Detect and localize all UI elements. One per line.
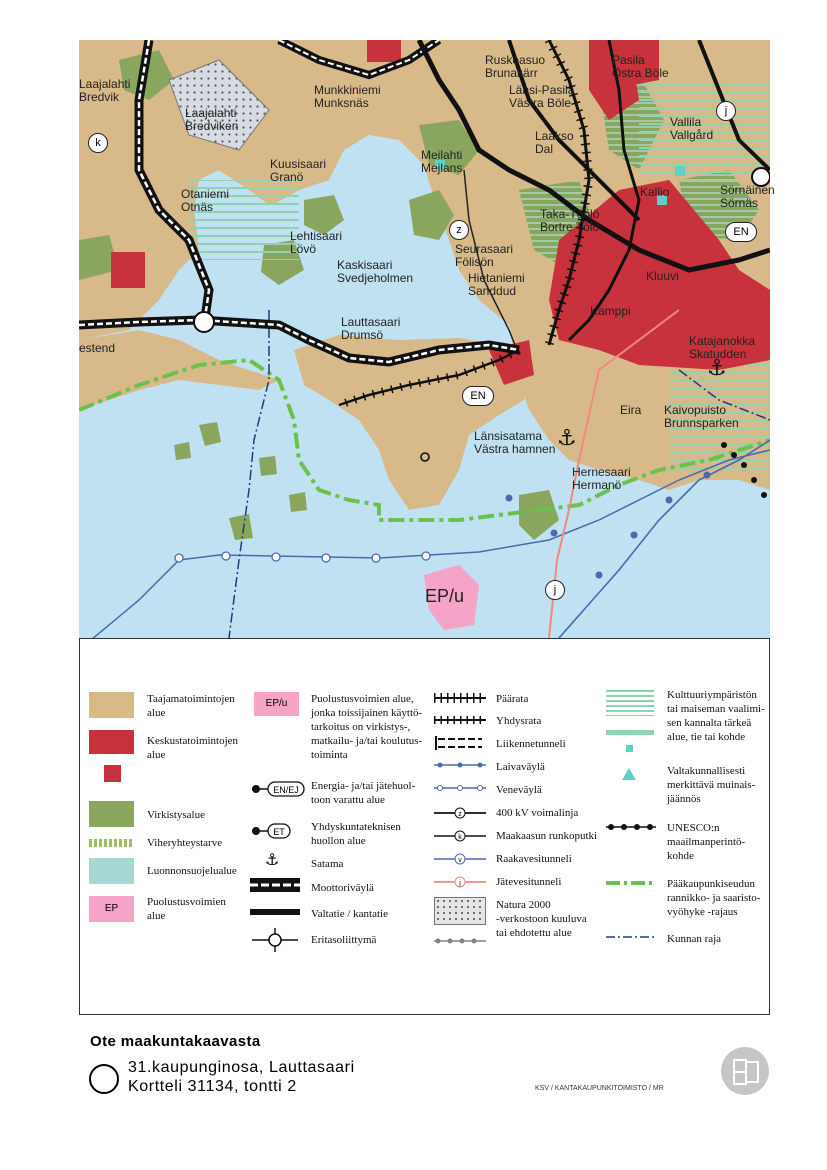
- svg-text:ET: ET: [273, 827, 285, 837]
- legend-swatch-main-railway: [434, 692, 486, 704]
- legend-swatch-nature: [89, 858, 134, 884]
- place-label-kaivopuisto: Kaivopuisto Brunnsparken: [664, 403, 739, 430]
- place-label-otaniemi: Otaniemi Otnäs: [181, 187, 230, 214]
- legend-anchor-icon: ⚓: [265, 850, 280, 869]
- legend-text-highway: Valtatie / kantatie: [311, 908, 388, 920]
- legend-text-raw-water: Raakavesitunneli: [496, 853, 572, 865]
- place-label-vallila: Vallila Vallgård: [670, 115, 714, 142]
- place-label-toolo: Taka-Töölö Bortre Tölö: [540, 207, 600, 234]
- place-label-pasila: Pasila Östra Böle: [612, 53, 669, 80]
- legend-text-nature: Luonnonsuojelualue: [147, 865, 237, 877]
- interchange: [194, 312, 214, 332]
- legend-text-ship-route: Laivaväylä: [496, 761, 545, 773]
- legend-text-energy: Energia- ja/tai jätehuol- toon varattu alue: [311, 780, 416, 806]
- place-label-lansipasila: Länsi-Pasila Västra Böle: [509, 83, 575, 110]
- legend-text-urban: Taajamatoimintojen alue: [147, 693, 235, 719]
- legend-swatch-green-link: [89, 839, 134, 847]
- location-circle-icon: [89, 1064, 119, 1094]
- place-label-kamppi: Kamppi: [590, 304, 631, 318]
- gas-pipe-marker: k: [88, 133, 108, 153]
- heritage-point: [675, 166, 685, 176]
- legend-text-unesco: UNESCO:n maailmanperintö- kohde: [667, 822, 746, 862]
- wastewater-marker: j: [716, 101, 736, 121]
- place-label-lehtisaari: Lehtisaari Lövö: [290, 229, 343, 256]
- legend-swatch-gas-pipe: [434, 829, 486, 843]
- place-label-kallio: Kallio: [640, 185, 670, 199]
- small-island: [289, 492, 307, 512]
- legend-text-ancient-relic: Valtakunnallisesti merkittävä muinais- jäännös: [667, 765, 756, 805]
- legend-text-connecting-railway: Yhdysrata: [496, 715, 542, 727]
- legend-swatch-tunnel: [434, 736, 486, 750]
- place-label-hernesaari: Hernesaari Hermanö: [572, 465, 631, 492]
- legend-swatch-ancient-relic: [622, 768, 636, 780]
- svg-text:z: z: [458, 811, 462, 818]
- legend-text-harbor: Satama: [311, 858, 344, 870]
- legend-swatch-energy: [250, 781, 306, 797]
- power-line-marker: z: [449, 220, 469, 240]
- regional-plan-map[interactable]: [79, 40, 770, 638]
- legend-swatch-natura-border: [434, 936, 486, 946]
- legend-swatch-culture-point: [626, 745, 633, 752]
- legend-text-tunnel: Liikennetunneli: [496, 738, 566, 750]
- legend-text-center: Keskustatoimintojen alue: [147, 735, 239, 761]
- place-label-laajalahti2: Laajalahti Bredviken: [185, 106, 239, 133]
- legend-swatch-motorway: [250, 878, 300, 892]
- legend-text-interchange: Eritasoliittymä: [311, 934, 377, 946]
- legend-text-power-line: 400 kV voimalinja: [496, 807, 579, 819]
- place-label-laajalahti: Laajalahti Bredvik: [79, 77, 131, 104]
- epu-label: EP/u: [425, 586, 465, 606]
- legend-text-natura: Natura 2000 -verkostoon kuuluva tai ehdotettu alue: [496, 899, 587, 939]
- legend-swatch-epu: EP/u: [254, 692, 299, 716]
- legend-text-gas-pipe: Maakaasun runkoputki: [496, 830, 598, 842]
- legend-swatch-urban: [89, 692, 134, 718]
- place-label-laakso: Laakso Dal: [535, 129, 574, 156]
- place-label-eira: Eira: [620, 403, 642, 417]
- legend-swatch-culture: [606, 690, 654, 716]
- district-label: 31.kaupunginosa, Lauttasaari: [128, 1059, 355, 1076]
- legend-swatch-raw-water: [434, 852, 486, 866]
- place-label-katajanokka: Katajanokka Skatudden: [689, 334, 756, 361]
- harbor-icon: ⚓: [707, 356, 727, 381]
- legend-swatch-interchange: [252, 928, 298, 952]
- place-label-lansisatama: Länsisatama Västra hamnen: [474, 429, 556, 456]
- legend-text-defense: Puolustusvoimien alue: [147, 896, 226, 922]
- legend-text-recreation: Virkistysalue: [147, 809, 205, 821]
- legend-swatch-defense: EP: [89, 896, 134, 922]
- legend-swatch-wastewater: [434, 875, 486, 889]
- place-label-sornainen: Sörnäinen Sörnäs: [720, 183, 775, 210]
- legend-swatch-unesco: [606, 822, 656, 832]
- legend-text-culture: Kulttuuriympäristön tai maiseman vaalimi- sen kannalta tärkeä alue, tie tai kohde: [667, 689, 765, 743]
- legend-swatch-center: [89, 730, 134, 754]
- legend-text-epu: Puolustusvoimien alue, jonka toissijainen käyttö- tarkoitus on virkistys-, matkailu- ja/tai koulutus- toiminta: [311, 693, 423, 761]
- energy-area-marker: EN: [725, 222, 757, 242]
- legend-swatch-power-line: [434, 806, 486, 820]
- place-label-ruskeasuo: Ruskeasuo Brunakärr: [485, 53, 546, 80]
- legend-swatch-highway: [250, 909, 300, 915]
- central-area: [367, 40, 401, 62]
- place-label-munkkiniemi: Munkkiniemi Munksnäs: [314, 83, 381, 110]
- page-title: Ote maakuntakaavasta: [90, 1033, 261, 1050]
- legend-swatch-connecting-railway: [434, 715, 486, 725]
- central-area: [111, 252, 145, 288]
- legend-swatch-ship-route: [434, 760, 486, 770]
- legend-text-green-link: Viheryhteystarve: [147, 837, 223, 849]
- map-legend-divider: [79, 638, 770, 639]
- place-label-kaskisaari: Kaskisaari Svedjeholmen: [337, 258, 414, 285]
- place-label-seurasaari: Seurasaari Fölisön: [455, 242, 514, 269]
- plot-label: Kortteli 31134, tontti 2: [128, 1078, 297, 1095]
- legend-swatch-boat-route: [434, 783, 486, 793]
- legend-swatch-natura: [434, 897, 486, 925]
- legend-text-municipal-border: Kunnan raja: [667, 933, 722, 945]
- svg-text:j: j: [459, 880, 461, 887]
- legend-swatch-technical: [250, 823, 306, 839]
- legend-text-technical: Yhdyskuntateknisen huollon alue: [311, 821, 401, 847]
- harbor-icon: ⚓: [557, 426, 577, 451]
- legend-text-coastal-zone: Pääkaupunkiseudun rannikko- ja saaristo- vyöhyke -rajaus: [667, 878, 761, 918]
- energy-area-marker: EN: [462, 386, 494, 406]
- legend-swatch-municipal-border: [606, 933, 656, 941]
- place-label-meilahti: Meilahti Mejlans: [421, 148, 463, 175]
- place-label-estend: estend: [79, 341, 116, 355]
- small-island: [259, 456, 277, 476]
- place-label-hietaniemi: Hietaniemi Sanddud: [468, 271, 525, 298]
- legend-text-motorway: Moottoriväylä: [311, 882, 374, 894]
- legend-swatch-recreation: [89, 801, 134, 827]
- svg-text:v: v: [458, 857, 462, 864]
- credit-text: KSV / KANTAKAUPUNKITOIMISTO / MR: [535, 1085, 664, 1092]
- place-label-kuusisaari: Kuusisaari Granö: [270, 157, 327, 184]
- legend-text-main-railway: Päärata: [496, 693, 529, 705]
- place-label-lauttasaari: Lauttasaari Drumsö: [341, 315, 401, 342]
- legend-swatch-center-point: [104, 765, 121, 782]
- svg-text:k: k: [458, 834, 462, 841]
- legend-text-boat-route: Veneväylä: [496, 784, 542, 796]
- wastewater-marker: j: [545, 580, 565, 600]
- legend-swatch-coastal-zone: [606, 879, 656, 887]
- place-label-kluuvi: Kluuvi: [646, 269, 679, 283]
- legend-text-wastewater: Jätevesitunneli: [496, 876, 562, 888]
- svg-text:EN/EJ: EN/EJ: [273, 785, 299, 795]
- legend-swatch-culture-route: [606, 730, 654, 735]
- small-island: [174, 442, 191, 460]
- city-logo-icon: [721, 1047, 769, 1095]
